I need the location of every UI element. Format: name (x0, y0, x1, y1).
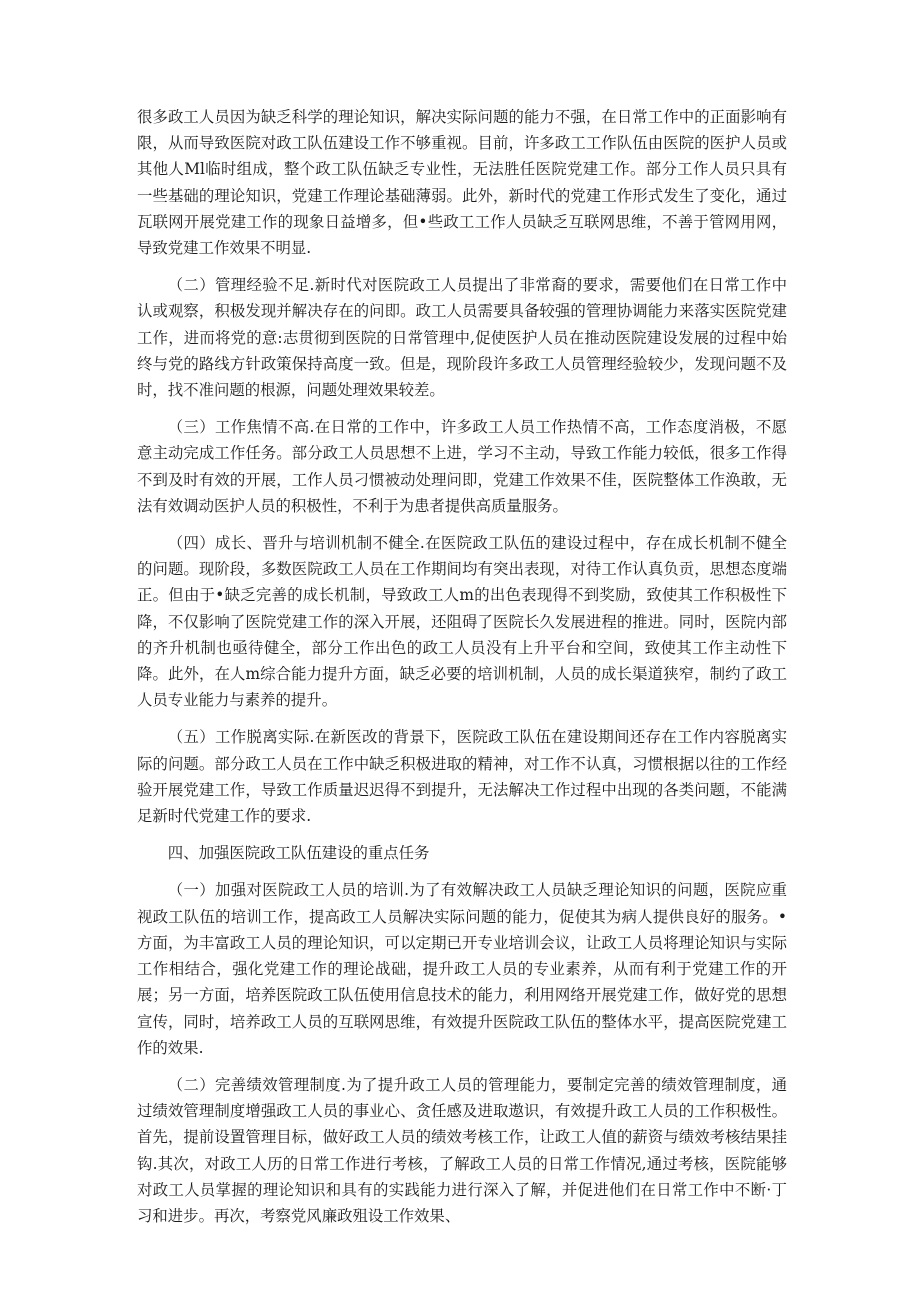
body-paragraph: 很多政工人员因为缺乏科学的理论知识，解决实际问题的能力不强，在日常工作中的正面影响有限，从而导致医院对政工队伍建设工作不够重视。目前，许多政工工作队伍由医院的医护人员或其他人Ml临时组成，整个政工队伍缺乏专业性，无法胜任医院党建工作。部分工作人员只具有一些基础的理论知识，党建工作理论基础薄弱。此外，新时代的党建工作形式发生了变化，通过瓦联网开展党建工作的现象日益增多，但•些政工工作人员缺乏互联网思维，不善于管网用网，导致党建工作效果不明显. (137, 108, 787, 258)
section-paragraph-management-experience: （二）管理经验不足.新时代对医院政工人员提出了非常裔的要求，需要他们在日常工作中认或观察，积极发现并解决存在的问即。政工人员需要具备较强的管理协调能力来落实医院党建工作，进而将党的意:志贯彻到医院的日常管理中,促使医护人员在推动医院建设发展的过程中始终与党的路线方针政策保持高度一致。但是，现阶段许多政工人员管理经验较少，发现问题不及时，找不准问题的根源，问题处理效果较差。 (137, 276, 787, 400)
section-paragraph-work-enthusiasm: （三）工作焦情不高.在日常的工作中，许多政工人员工作热情不高，工作态度消极，不愿意主动完成工作任务。部分政工人员思想不上进，学习不主动，导致工作能力较低，很多工作得不到及时有效的开展，工作人员刁惯被动处理问即，党建工作效果不佳，医院整体工作涣敢，无法有效调动医护人员的积极性，不利于为患者提供高质量服务。 (137, 418, 787, 515)
section-paragraph-detached-from-reality: （五）工作脱离实际.在新医改的背景下，医院政工队伍在建设期间还存在工作内容脱离实际的问题。部分政工人员在工作中缺乏积极进取的精神，对工作不认真，习惯根据以往的工作经验开展党建工作，导致工作质量迟迟得不到提升，无法解决工作过程中出现的各类问题，不能满足新时代党建工作的要求. (137, 728, 787, 826)
section-paragraph-training: （一）加强对医院政工人员的培训.为了有效解决政工人员缺乏理论知识的问题，医院应重视政工队伍的培训工作，提高政工人员解决实际问题的能力，促使其为病人提供良好的服务。•方面，为丰富政工人员的理论知识，可以定期已开专业培训会议，让政工人员将理论知识与实际工作相结合，强化党建工作的理论战础，提升政工人员的专业素养，从而有利于党建工作的开展；另一方面，培养医院政工队伍使用信息技术的能力，利用网络开展党建工作，做好党的思想宣传，同时，培养政工人员的互联网思维，有效提升医院政工队伍的整体水平，提高医院党建工作的效果. (137, 881, 787, 1057)
document-page (137, 104, 787, 1240)
section-paragraph-performance-management: （二）完善绩效管理制度.为了提升政工人员的管理能力，要制定完善的绩效管理制度，通过绩效管理制度增强政工人员的事业心、贪任感及进取遨识，有效提升政工人员的工作积极性。首先，提前设置管理目标，做好政工人员的绩效考核工作，让政工人值的薪资与绩效考核结果挂钩.其次，对政工人历的日常工作进行考核，了解政工人员的日常工作情况,通过考核，医院能够对政工人员掌握的理论知识和具有的实践能力进行深入了解，并促进他们在日常工作中不断·丁习和进步。再次，考察党风廉政殂设工作效果、 (137, 1075, 787, 1225)
section-heading: 四、加强医院政工队伍建设的重点任务 (167, 844, 430, 863)
section-paragraph-growth-mechanism: （四）成长、晋升与培训机制不健全.在医院政工队伍的建设过程中，存在成长机制不健全的问题。现阶段，多数医院政工人员在工作期间均有突出表现，对待工作认真负贡，思想态度端正。但由于•缺乏完善的成长机制，导致政工人m的出色表现得不到奖励，致使其工作积极性下降，不仅影响了医院党建工作的深入开展，还阻碍了医院长久发展进程的推进。同时，医院内部的齐升机制也亟待健全，部分工作出色的政工人员没有上升平台和空间，致使其工作主动性下降。此外，在人m综合能力提升方面，缺乏必要的培训机制，人员的成长渠道狭窄，制约了政工人员专业能力与素养的提升。 (137, 534, 787, 710)
